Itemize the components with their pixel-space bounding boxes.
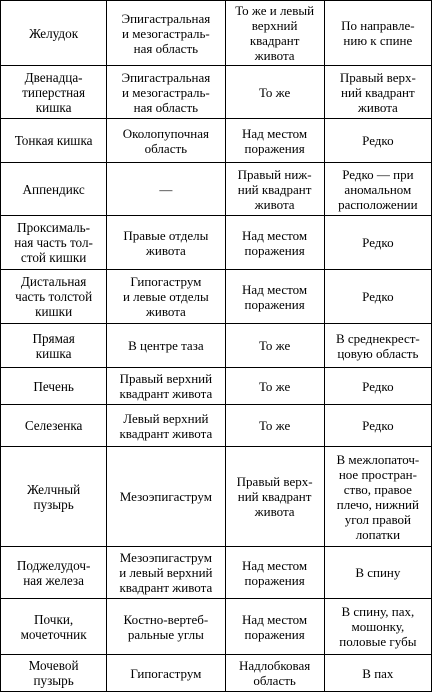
irradiation-cell: Над местом поражения: [225, 216, 324, 270]
table-row: [1, 66, 432, 119]
irradiation-cell: То же: [225, 368, 324, 405]
organ-cell: Аппендикс: [1, 163, 107, 216]
location-cell: Костно-вертеб- ральные углы: [107, 599, 225, 655]
irradiation-cell: То же: [225, 66, 324, 119]
organ-cell: Прямая кишка: [1, 324, 107, 368]
location-cell: Правый верхний квадрант живота: [107, 368, 225, 405]
reflection-cell: В пах: [324, 655, 431, 692]
reflection-cell: В спину: [324, 547, 431, 599]
organ-cell: Почки, мочеточник: [1, 599, 107, 655]
location-cell: Левый верхний квадрант живота: [107, 405, 225, 447]
location-cell: Околопупочная область: [107, 119, 225, 163]
table-row: [1, 324, 432, 368]
table-row: [1, 405, 432, 447]
reflection-cell: Редко: [324, 405, 431, 447]
irradiation-cell: То же: [225, 405, 324, 447]
location-cell: Эпигастральная и мезогастраль- ная область: [107, 1, 225, 66]
location-cell: Мезоэпигаструм и левый верхний квадрант живота: [107, 547, 225, 599]
reflection-cell: Редко: [324, 270, 431, 324]
table-row: [1, 216, 432, 270]
reflection-cell: В среднекрест- цовую область: [324, 324, 431, 368]
table-row: [1, 1, 432, 66]
table-row: [1, 547, 432, 599]
reflection-cell: Редко: [324, 368, 431, 405]
location-cell: —: [107, 163, 225, 216]
organ-cell: Желудок: [1, 1, 107, 66]
table-row: [1, 447, 432, 547]
table-row: [1, 270, 432, 324]
irradiation-cell: Над местом поражения: [225, 547, 324, 599]
reflection-cell: Правый верх- ний квадрант живота: [324, 66, 431, 119]
organ-cell: Мочевой пузырь: [1, 655, 107, 692]
organ-cell: Тонкая кишка: [1, 119, 107, 163]
irradiation-cell: Над местом поражения: [225, 270, 324, 324]
organ-cell: Желчный пузырь: [1, 447, 107, 547]
reflection-cell: Редко: [324, 216, 431, 270]
organ-cell: Печень: [1, 368, 107, 405]
reflection-cell: По направле- нию к спине: [324, 1, 431, 66]
location-cell: Правые отделы живота: [107, 216, 225, 270]
reflection-cell: В спину, пах, мошонку, половые губы: [324, 599, 431, 655]
reflection-cell: Редко — при аномальном расположении: [324, 163, 431, 216]
irradiation-cell: Над местом поражения: [225, 119, 324, 163]
table-row: [1, 368, 432, 405]
reflection-cell: Редко: [324, 119, 431, 163]
table-row: [1, 163, 432, 216]
organ-cell: Поджелудоч- ная железа: [1, 547, 107, 599]
location-cell: Гипогаструм: [107, 655, 225, 692]
irradiation-cell: То же: [225, 324, 324, 368]
irradiation-cell: Правый верх- ний квадрант живота: [225, 447, 324, 547]
location-cell: Гипогаструм и левые отделы живота: [107, 270, 225, 324]
irradiation-cell: То же и левый верхний квадрант живота: [225, 1, 324, 66]
table-row: [1, 599, 432, 655]
location-cell: Мезоэпигаструм: [107, 447, 225, 547]
irradiation-cell: Надлобковая область: [225, 655, 324, 692]
organ-cell: Дистальная часть толстой кишки: [1, 270, 107, 324]
irradiation-cell: Над местом поражения: [225, 599, 324, 655]
table-row: [1, 655, 432, 692]
organ-cell: Проксималь- ная часть тол- стой кишки: [1, 216, 107, 270]
irradiation-cell: Правый ниж- ний квадрант живота: [225, 163, 324, 216]
organ-cell: Селезенка: [1, 405, 107, 447]
organ-cell: Двенадца- типерстная кишка: [1, 66, 107, 119]
table-row: [1, 119, 432, 163]
reflection-cell: В межлопаточ- ное простран- ство, правое плечо, нижний угол правой лопатки: [324, 447, 431, 547]
location-cell: В центре таза: [107, 324, 225, 368]
location-cell: Эпигастральная и мезогастраль- ная область: [107, 66, 225, 119]
